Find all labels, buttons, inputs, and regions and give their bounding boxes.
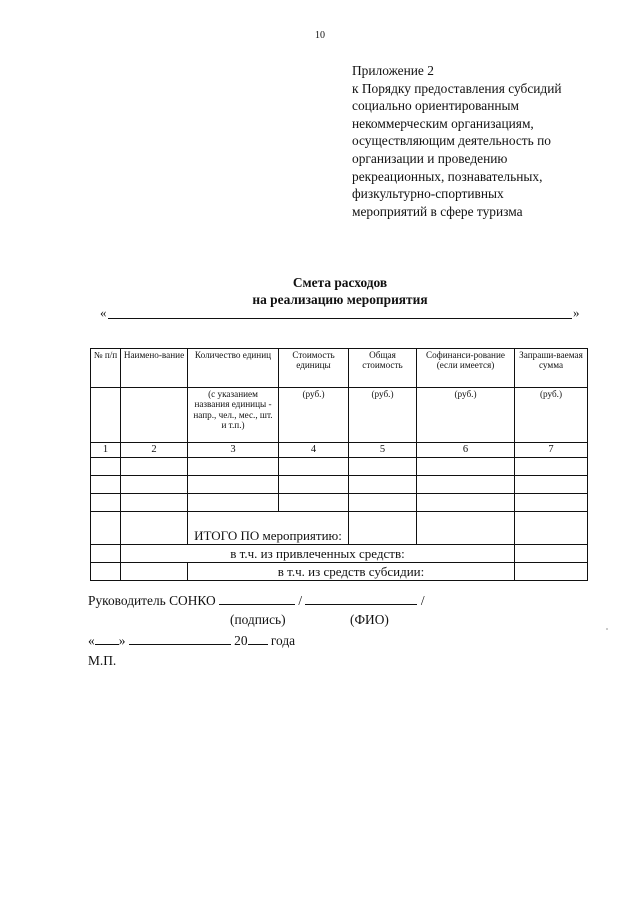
- table-row: [91, 494, 588, 512]
- table-cell[interactable]: [91, 494, 121, 512]
- appendix-line: некоммерческим организациям,: [352, 115, 534, 131]
- header-quantity: Количество единиц: [188, 349, 279, 388]
- table-cell[interactable]: [91, 476, 121, 494]
- appendix-line: социально ориентированным: [352, 98, 519, 114]
- year-prefix: 20: [234, 633, 248, 648]
- table-cell[interactable]: [515, 494, 588, 512]
- header-number: № п/п: [91, 349, 121, 388]
- appendix-line: рекреационных, познавательных,: [352, 168, 543, 184]
- table-cell[interactable]: [121, 458, 188, 476]
- table-cell[interactable]: [188, 494, 279, 512]
- table-cell[interactable]: [121, 476, 188, 494]
- document-subtitle: на реализацию мероприятия: [252, 292, 428, 307]
- signature-separator: /: [420, 593, 425, 608]
- table-row: [91, 458, 588, 476]
- day-blank[interactable]: [95, 632, 119, 645]
- total-cost-cell[interactable]: [349, 512, 417, 545]
- table-cell[interactable]: [417, 476, 515, 494]
- units-rub: (руб.): [349, 388, 417, 443]
- appendix-line: к Порядку предоставления субсидий: [352, 80, 562, 96]
- table-cell[interactable]: [188, 458, 279, 476]
- full-name-blank[interactable]: [305, 592, 417, 605]
- signature-separator: /: [298, 593, 303, 608]
- table-cell[interactable]: [417, 494, 515, 512]
- table-cell[interactable]: [349, 494, 417, 512]
- signature-line: [88, 592, 425, 609]
- table-row: [91, 476, 588, 494]
- date-quote-close: »: [118, 633, 126, 648]
- date-line: [88, 632, 295, 649]
- units-quantity-note: (с указанием названия единицы - напр., чел., мес., шт. и т.п.): [188, 388, 279, 443]
- header-cofinancing: Софинанси-рование (если имеется): [417, 349, 515, 388]
- appendix-line: организации и проведению: [352, 150, 508, 166]
- appendix-line: мероприятий в сфере туризма: [352, 203, 523, 219]
- event-name-blank: [108, 318, 572, 319]
- units-rub: (руб.): [279, 388, 349, 443]
- appendix-line: осуществляющим деятельность по: [352, 133, 551, 149]
- attracted-funds-label: в т.ч. из привлеченных средств:: [121, 545, 515, 563]
- table-cell[interactable]: [279, 494, 349, 512]
- table-header-row: [91, 349, 588, 388]
- table-cell[interactable]: [188, 476, 279, 494]
- table-total-row: [91, 512, 588, 545]
- table-units-row: [91, 388, 588, 443]
- column-number: 7: [515, 443, 588, 458]
- attracted-funds-cell[interactable]: [515, 545, 588, 563]
- table-cell[interactable]: [279, 458, 349, 476]
- total-requested-cell[interactable]: [515, 512, 588, 545]
- date-quote-open: «: [88, 633, 95, 648]
- table-cell[interactable]: [515, 476, 588, 494]
- table-column-numbers-row: [91, 443, 588, 458]
- full-name-caption: (ФИО): [350, 612, 389, 627]
- units-cell: [121, 388, 188, 443]
- units-rub: (руб.): [515, 388, 588, 443]
- header-total-cost: Общая стоимость: [349, 349, 417, 388]
- budget-table: [90, 348, 588, 581]
- column-number: 3: [188, 443, 279, 458]
- column-number: 5: [349, 443, 417, 458]
- units-rub: (руб.): [417, 388, 515, 443]
- table-attracted-row: [91, 545, 588, 563]
- subsidy-funds-label: в т.ч. из средств субсидии:: [188, 563, 515, 581]
- event-quote-open: «: [100, 305, 107, 320]
- column-number: 2: [121, 443, 188, 458]
- header-requested-amount: Запраши-ваемая сумма: [515, 349, 588, 388]
- appendix-line: Приложение 2: [352, 63, 434, 78]
- signature-blank[interactable]: [219, 592, 295, 605]
- table-cell: [91, 545, 121, 563]
- stamp-place: М.П.: [88, 653, 117, 668]
- appendix-line: физкультурно-спортивных: [352, 186, 504, 202]
- table-cell[interactable]: [349, 458, 417, 476]
- column-number: 6: [417, 443, 515, 458]
- table-cell[interactable]: [349, 476, 417, 494]
- table-cell: [91, 563, 121, 581]
- table-cell[interactable]: [121, 494, 188, 512]
- header-name: Наимено-вание: [121, 349, 188, 388]
- scan-speck: [606, 628, 608, 630]
- column-number: 4: [279, 443, 349, 458]
- subsidy-funds-cell[interactable]: [515, 563, 588, 581]
- table-cell: [121, 563, 188, 581]
- total-cofinancing-cell[interactable]: [417, 512, 515, 545]
- year-blank[interactable]: [248, 632, 268, 645]
- table-subsidy-row: [91, 563, 588, 581]
- year-word: года: [270, 633, 296, 648]
- event-quote-close: »: [573, 305, 580, 320]
- table-cell: [91, 512, 121, 545]
- total-label: ИТОГО ПО мероприятию:: [188, 512, 349, 545]
- month-blank[interactable]: [129, 632, 231, 645]
- signature-caption: (подпись): [230, 612, 286, 627]
- head-label: Руководитель СОНКО: [88, 593, 216, 608]
- column-number: 1: [91, 443, 121, 458]
- table-cell[interactable]: [279, 476, 349, 494]
- units-cell: [91, 388, 121, 443]
- document-title: Смета расходов: [292, 275, 388, 290]
- table-cell: [121, 512, 188, 545]
- table-cell[interactable]: [91, 458, 121, 476]
- table-cell[interactable]: [515, 458, 588, 476]
- table-cell[interactable]: [417, 458, 515, 476]
- page-number: 10: [315, 30, 325, 41]
- appendix-header: [352, 62, 632, 220]
- header-unit-cost: Стоимость единицы: [279, 349, 349, 388]
